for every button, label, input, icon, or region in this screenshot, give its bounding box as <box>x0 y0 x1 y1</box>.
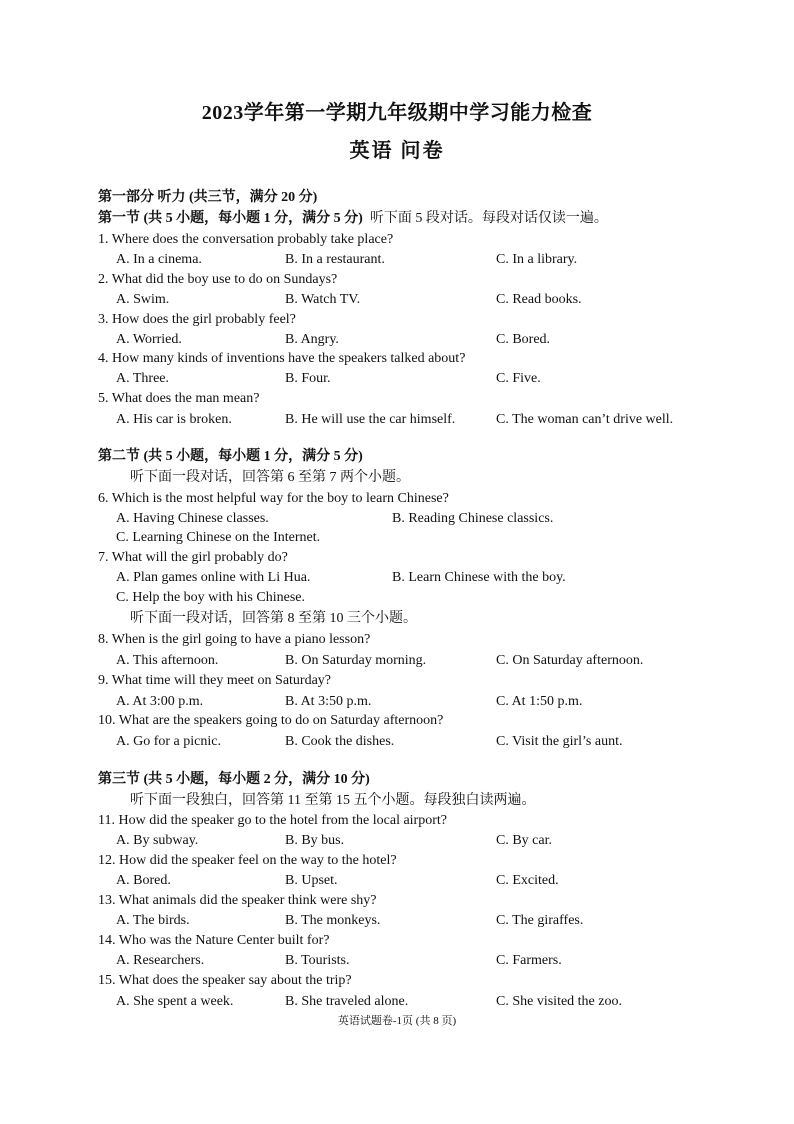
section3-intro: 听下面一段独白，回答第 11 至第 15 五个小题。每段独白读两遍。 <box>130 793 536 808</box>
option-5b: B. He will use the car himself. <box>285 412 456 427</box>
question-2: 2. What did the boy use to do on Sundays? <box>98 272 338 287</box>
question-13: 13. What animals did the speaker think were shy? <box>98 893 377 908</box>
question-14: 14. Who was the Nature Center built for? <box>98 933 330 948</box>
option-13c: C. The giraffes. <box>496 913 584 928</box>
option-10a: A. Go for a picnic. <box>116 734 221 749</box>
option-9a: A. At 3:00 p.m. <box>116 694 204 709</box>
option-3b: B. Angry. <box>285 332 339 347</box>
option-8c: C. On Saturday afternoon. <box>496 653 644 668</box>
option-2b: B. Watch TV. <box>285 292 361 307</box>
question-12: 12. How did the speaker feel on the way to the hotel? <box>98 853 397 868</box>
question-3: 3. How does the girl probably feel? <box>98 312 296 327</box>
option-6b: B. Reading Chinese classics. <box>392 511 554 526</box>
exam-title: 2023学年第一学期九年级期中学习能力检查 <box>201 102 593 124</box>
exam-subtitle: 英语 问卷 <box>349 140 445 162</box>
question-9: 9. What time will they meet on Saturday? <box>98 673 332 688</box>
question-4: 4. How many kinds of inventions have the speakers talked about? <box>98 351 466 366</box>
section2-intro-1: 听下面一段对话，回答第 6 至第 7 两个小题。 <box>130 470 410 485</box>
option-15a: A. She spent a week. <box>116 994 234 1009</box>
option-12c: C. Excited. <box>496 873 559 888</box>
section2-header: 第二节 (共 5 小题，每小题 1 分，满分 5 分) <box>98 449 363 464</box>
option-2c: C. Read books. <box>496 292 582 307</box>
option-9b: B. At 3:50 p.m. <box>285 694 372 709</box>
question-15: 15. What does the speaker say about the trip? <box>98 973 352 988</box>
option-8a: A. This afternoon. <box>116 653 219 668</box>
option-5a: A. His car is broken. <box>116 412 232 427</box>
question-10: 10. What are the speakers going to do on Saturday afternoon? <box>98 713 444 728</box>
option-6c: C. Learning Chinese on the Internet. <box>116 530 321 545</box>
option-11a: A. By subway. <box>116 833 199 848</box>
option-10b: B. Cook the dishes. <box>285 734 395 749</box>
section1-header-rest: 听下面 5 段对话。每段对话仅读一遍。 <box>369 211 608 226</box>
section1-header-bold: 第一节 (共 5 小题，每小题 1 分，满分 5 分) <box>98 211 363 226</box>
question-5: 5. What does the man mean? <box>98 391 260 406</box>
option-8b: B. On Saturday morning. <box>285 653 427 668</box>
option-13b: B. The monkeys. <box>285 913 381 928</box>
option-14b: B. Tourists. <box>285 953 350 968</box>
option-7b: B. Learn Chinese with the boy. <box>392 570 566 585</box>
section3-header: 第三节 (共 5 小题，每小题 2 分，满分 10 分) <box>98 772 370 787</box>
option-11c: C. By car. <box>496 833 552 848</box>
option-5c: C. The woman can’t drive well. <box>496 412 674 427</box>
option-14c: C. Farmers. <box>496 953 562 968</box>
option-4c: C. Five. <box>496 371 541 386</box>
option-9c: C. At 1:50 p.m. <box>496 694 583 709</box>
option-4a: A. Three. <box>116 371 169 386</box>
question-8: 8. When is the girl going to have a piano lesson? <box>98 632 371 647</box>
part1-header: 第一部分 听力 (共三节，满分 20 分) <box>98 190 318 205</box>
option-4b: B. Four. <box>285 371 331 386</box>
option-12b: B. Upset. <box>285 873 338 888</box>
question-7: 7. What will the girl probably do? <box>98 550 288 565</box>
option-1b: B. In a restaurant. <box>285 252 385 267</box>
option-3a: A. Worried. <box>116 332 182 347</box>
option-1a: A. In a cinema. <box>116 252 202 267</box>
option-15c: C. She visited the zoo. <box>496 994 622 1009</box>
option-3c: C. Bored. <box>496 332 551 347</box>
option-1c: C. In a library. <box>496 252 578 267</box>
section1-header <box>98 209 608 229</box>
option-7c: C. Help the boy with his Chinese. <box>116 590 305 605</box>
question-11: 11. How did the speaker go to the hotel from the local airport? <box>98 813 447 828</box>
page-footer: 英语试题卷-1页 (共 8 页) <box>337 1015 457 1027</box>
option-14a: A. Researchers. <box>116 953 205 968</box>
option-15b: B. She traveled alone. <box>285 994 409 1009</box>
option-10c: C. Visit the girl’s aunt. <box>496 734 623 749</box>
option-12a: A. Bored. <box>116 873 171 888</box>
option-2a: A. Swim. <box>116 292 170 307</box>
question-6: 6. Which is the most helpful way for the boy to learn Chinese? <box>98 491 449 506</box>
option-13a: A. The birds. <box>116 913 190 928</box>
option-11b: B. By bus. <box>285 833 345 848</box>
section2-intro-2: 听下面一段对话，回答第 8 至第 10 三个小题。 <box>130 611 417 626</box>
question-1: 1. Where does the conversation probably take place? <box>98 232 394 247</box>
option-6a: A. Having Chinese classes. <box>116 511 269 526</box>
option-7a: A. Plan games online with Li Hua. <box>116 570 311 585</box>
